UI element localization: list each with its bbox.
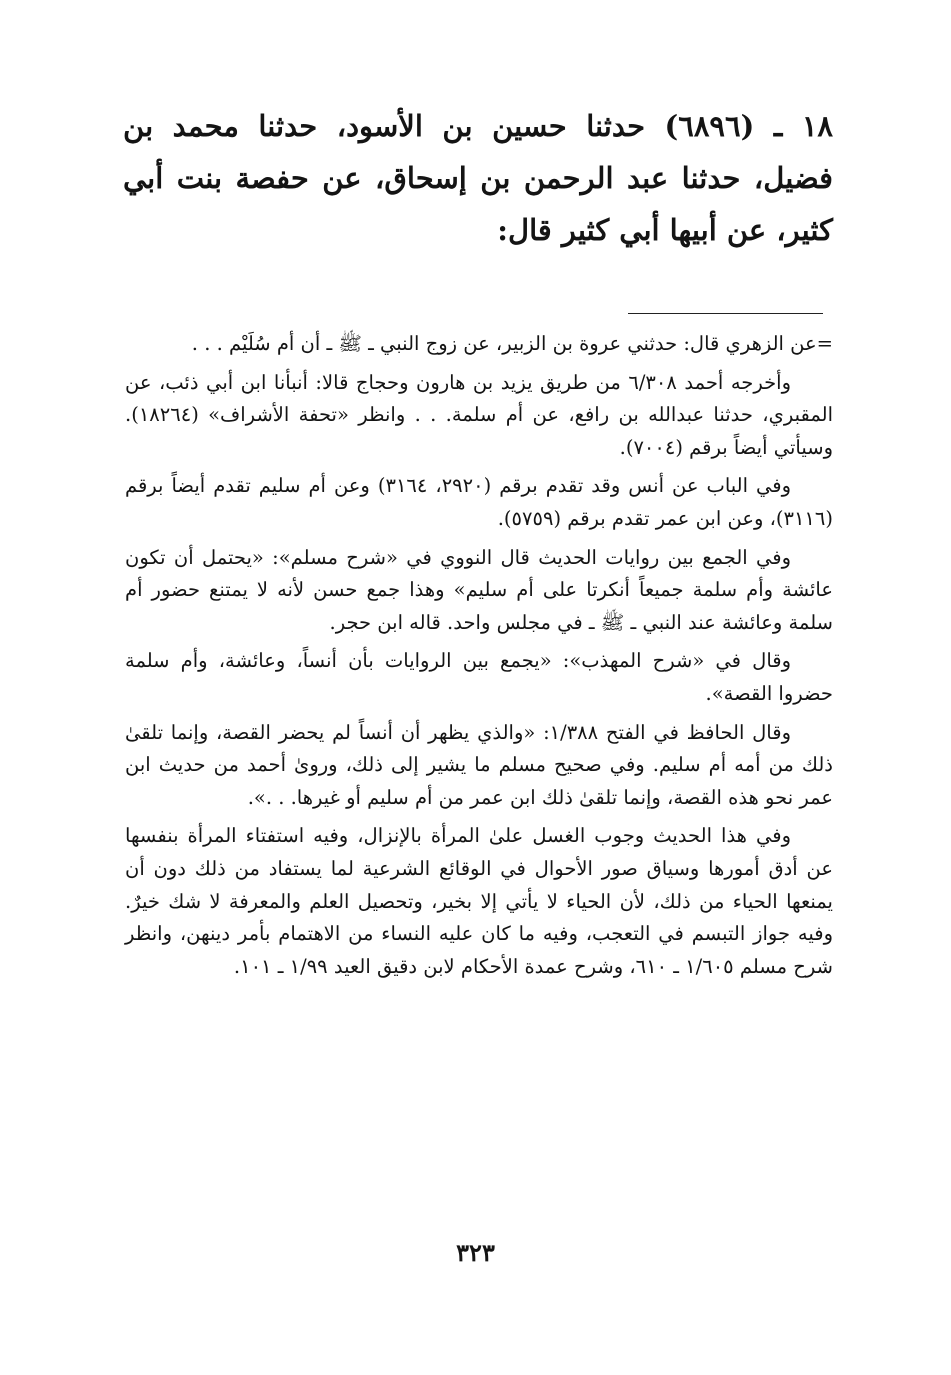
footnote-paragraph: وفي الباب عن أنس وقد تقدم برقم (٢٩٢٠، ٣١٦٤) وعن أم سليم تقدم أيضاً برقم (٣١١٦)، وعن ابن عمر تقدم برقم (٥٧٥٩).	[125, 474, 833, 530]
footnote-continuation: =عن الزهري قال: حدثني عروة بن الزبير، عن زوج النبي ـ ﷺ ـ أن أم سُلَيْم . . .	[191, 332, 833, 355]
footnote-paragraph: وفي الجمع بين روايات الحديث قال النووي في «شرح مسلم»: «يحتمل أن تكون عائشة وأم سلمة جميعاً أنكرتا على أم سليم» وهذا جمع حسن لأنه لا يمتنع حضور أم سلمة وعائشة عند النبي ـ ﷺ ـ في مجلس واحد. قاله ابن حجر.	[125, 545, 833, 634]
hadith-text-block	[123, 100, 833, 256]
footnote-paragraph: وقال الحافظ في الفتح ١/٣٨٨: «والذي يظهر أن أنساً لم يحضر القصة، وإنما تلقىٰ ذلك من أمه أم سليم. وفي صحيح مسلم ما يشير إلى ذلك، وروىٰ أحمد من حديث ابن عمر نحو هذه القصة، وإنما تلقىٰ ذلك ابن عمر من أم سليم أو غيرها. . .».	[125, 720, 833, 809]
page-number: ٣٢٣	[456, 1238, 495, 1267]
footnote-paragraph: وفي هذا الحديث وجوب الغسل علىٰ المرأة بالإنزال، وفيه استفتاء المرأة بنفسها عن أدق أمورها وسياق صور الأحوال في الوقائع الشرعية لما يستفاد من ذلك دون أن يمنعها الحياء من ذلك، لأن الحياء لا يأتي إلا بخير، وتحصيل العلم والمعرفة لا شك خيرٌ. وفيه جواز التبسم في التعجب، وفيه ما كان عليه النساء من الاهتمام بأمر دينهن، وانظر شرح مسلم ١/٦٠٥ ـ ٦١٠، وشرح عمدة الأحكام لابن دقيق العيد ١/٩٩ ـ ١٠١.	[125, 824, 833, 978]
footnote-separator	[628, 313, 823, 314]
hadith-paragraph: ١٨ ـ (٦٨٩٦) حدثنا حسين بن الأسود، حدثنا محمد بن فضيل، حدثنا عبد الرحمن بن إسحاق، عن حفصة بنت أبي كثير، عن أبيها أبي كثير قال:	[123, 109, 833, 247]
footnote-paragraph: وأخرجه أحمد ٦/٣٠٨ من طريق يزيد بن هارون وحجاج قالا: أنبأنا ابن أبي ذئب، عن المقبري، حدثنا عبدالله بن رافع، عن أم سلمة. . . وانظر «تحفة الأشراف» (١٨٢٦٤). وسيأتي أيضاً برقم (٧٠٠٤).	[125, 370, 833, 459]
footnote-paragraph: وقال في «شرح المهذب»: «يجمع بين الروايات بأن أنساً، وعائشة، وأم سلمة حضروا القصة».	[125, 649, 833, 705]
footnotes-block	[125, 328, 833, 989]
